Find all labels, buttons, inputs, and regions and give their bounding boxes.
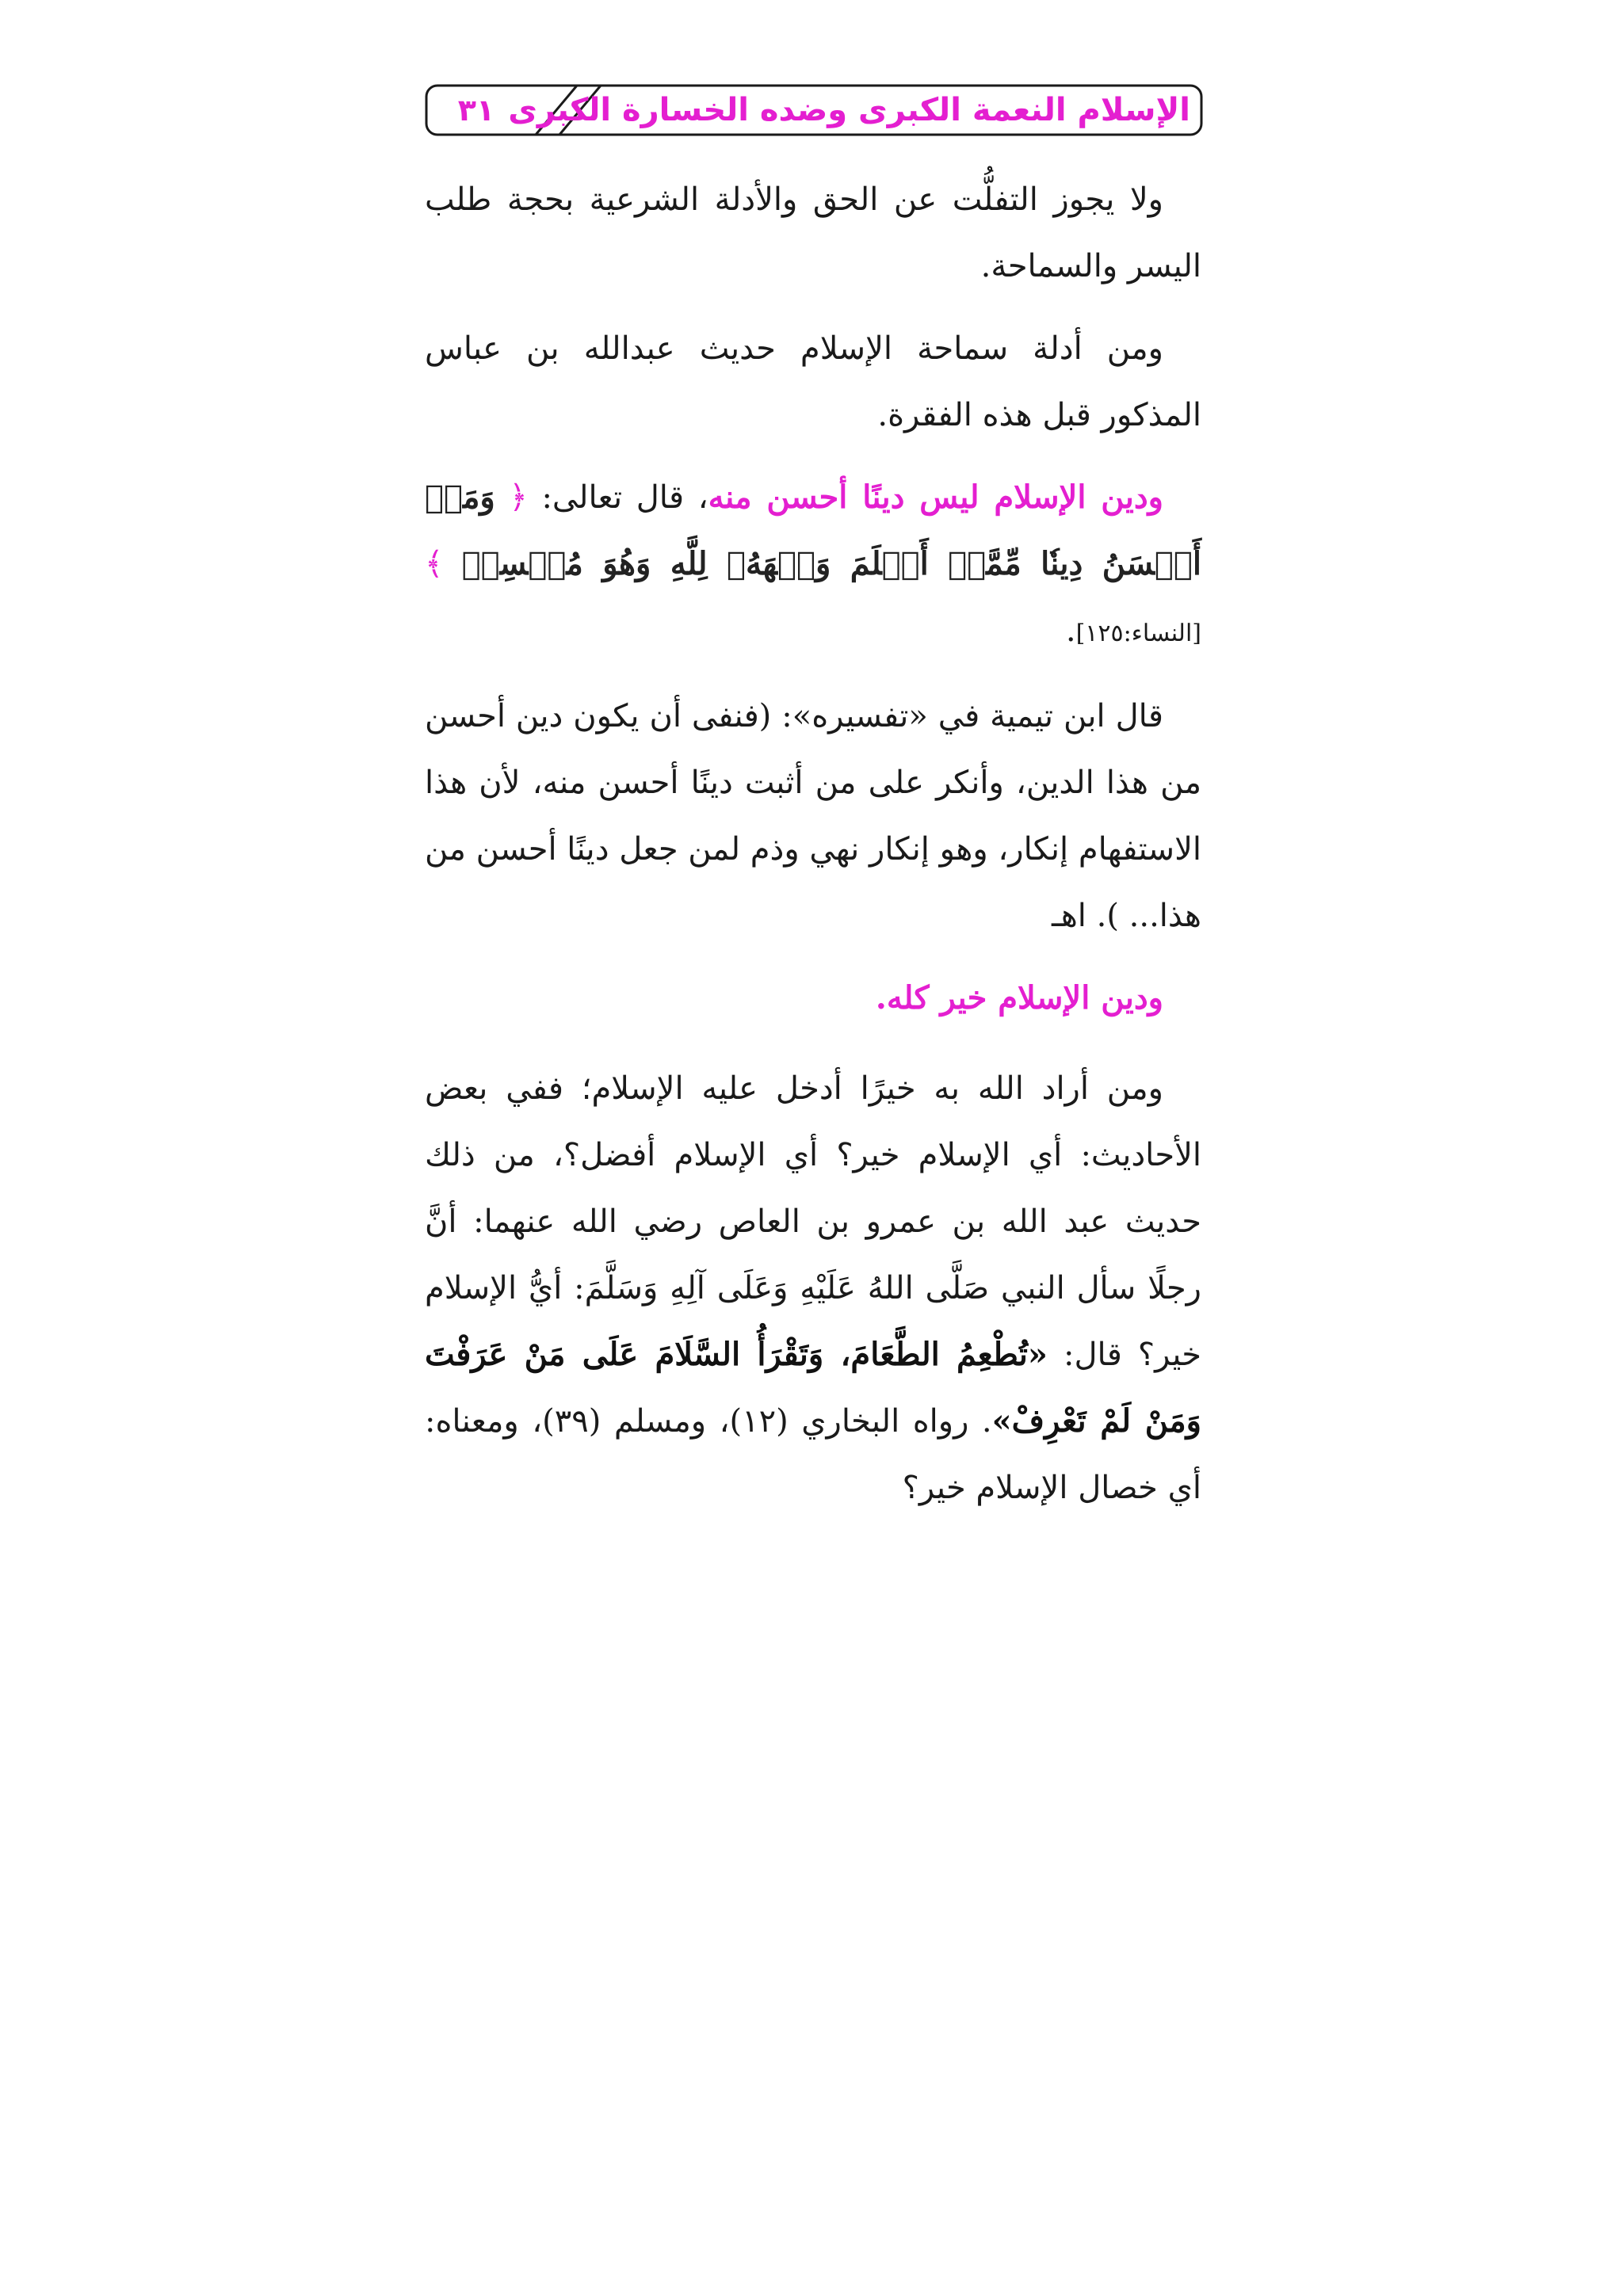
header-title: الإسلام النعمة الكبرى وضده الخسارة الكبرى (508, 92, 1190, 128)
running-header (425, 82, 1205, 138)
paragraph-4: قال ابن تيمية في «تفسيره»: (فنفى أن يكون دين أحسن من هذا الدين، وأنكر على من أثبت دينًا أحسن منه، لأن هذا الاستفهام إنكار، وهو إنكار نهي وذم لمن جعل دينًا أحسن من هذا... ). اهـ (425, 698, 1201, 934)
paragraph-5-text: ومن أراد الله به خيرًا أدخل عليه الإسلام؛ ففي بعض الأحاديث: أي الإسلام خير؟ أي الإسلام أفضل؟، من ذلك حديث عبد الله بن عمرو بن العاص رضي الله عنهما: أنَّ رجلًا سأل النبي صَلَّى اللهُ عَلَيْهِ وَعَلَى آلِهِ وَسَلَّمَ: أيُّ الإسلام خير؟ قال: (425, 1070, 1201, 1373)
paragraph-3 (425, 464, 1201, 667)
quran-bracket-open: ﴿ (509, 479, 528, 516)
body-text (425, 166, 1201, 1537)
highlight-religion-best: ودين الإسلام ليس دينًا أحسن منه (708, 479, 1163, 516)
paragraph-1: ولا يجوز التفلُّت عن الحق والأدلة الشرعية بحجة طلب اليسر والسماحة. (425, 181, 1201, 284)
verse-end: . (1065, 612, 1076, 649)
section-heading: ودين الإسلام خير كله. (875, 979, 1163, 1016)
quran-verse: وَمَنۡ أَحۡسَنُ دِينٗا مِّمَّنۡ أَسۡلَمَ وَجۡهَهُۥ لِلَّهِ وَهُوَ مُحۡسِنٞ (425, 479, 1202, 582)
hadith-text: «تُطْعِمُ الطَّعَامَ، وَتَقْرَأُ السَّلَامَ عَلَى مَنْ عَرَفْتَ وَمَنْ لَمْ تَعْرِفْ» (425, 1336, 1201, 1440)
page-number: ٣١ (457, 93, 495, 128)
verse-citation: [النساء:١٢٥] (1075, 620, 1201, 647)
paragraph-5-source: . رواه البخاري (١٢)، ومسلم (٣٩)، ومعناه: أي خصال الإسلام خير؟ (425, 1403, 1201, 1506)
paragraph-2: ومن أدلة سماحة الإسلام حديث عبدالله بن عباس المذكور قبل هذه الفقرة. (425, 330, 1201, 433)
quran-bracket-close: ﴾ (425, 546, 444, 582)
paragraph-5 (425, 1055, 1201, 1521)
verse-intro: ، قال تعالى: (527, 479, 708, 516)
